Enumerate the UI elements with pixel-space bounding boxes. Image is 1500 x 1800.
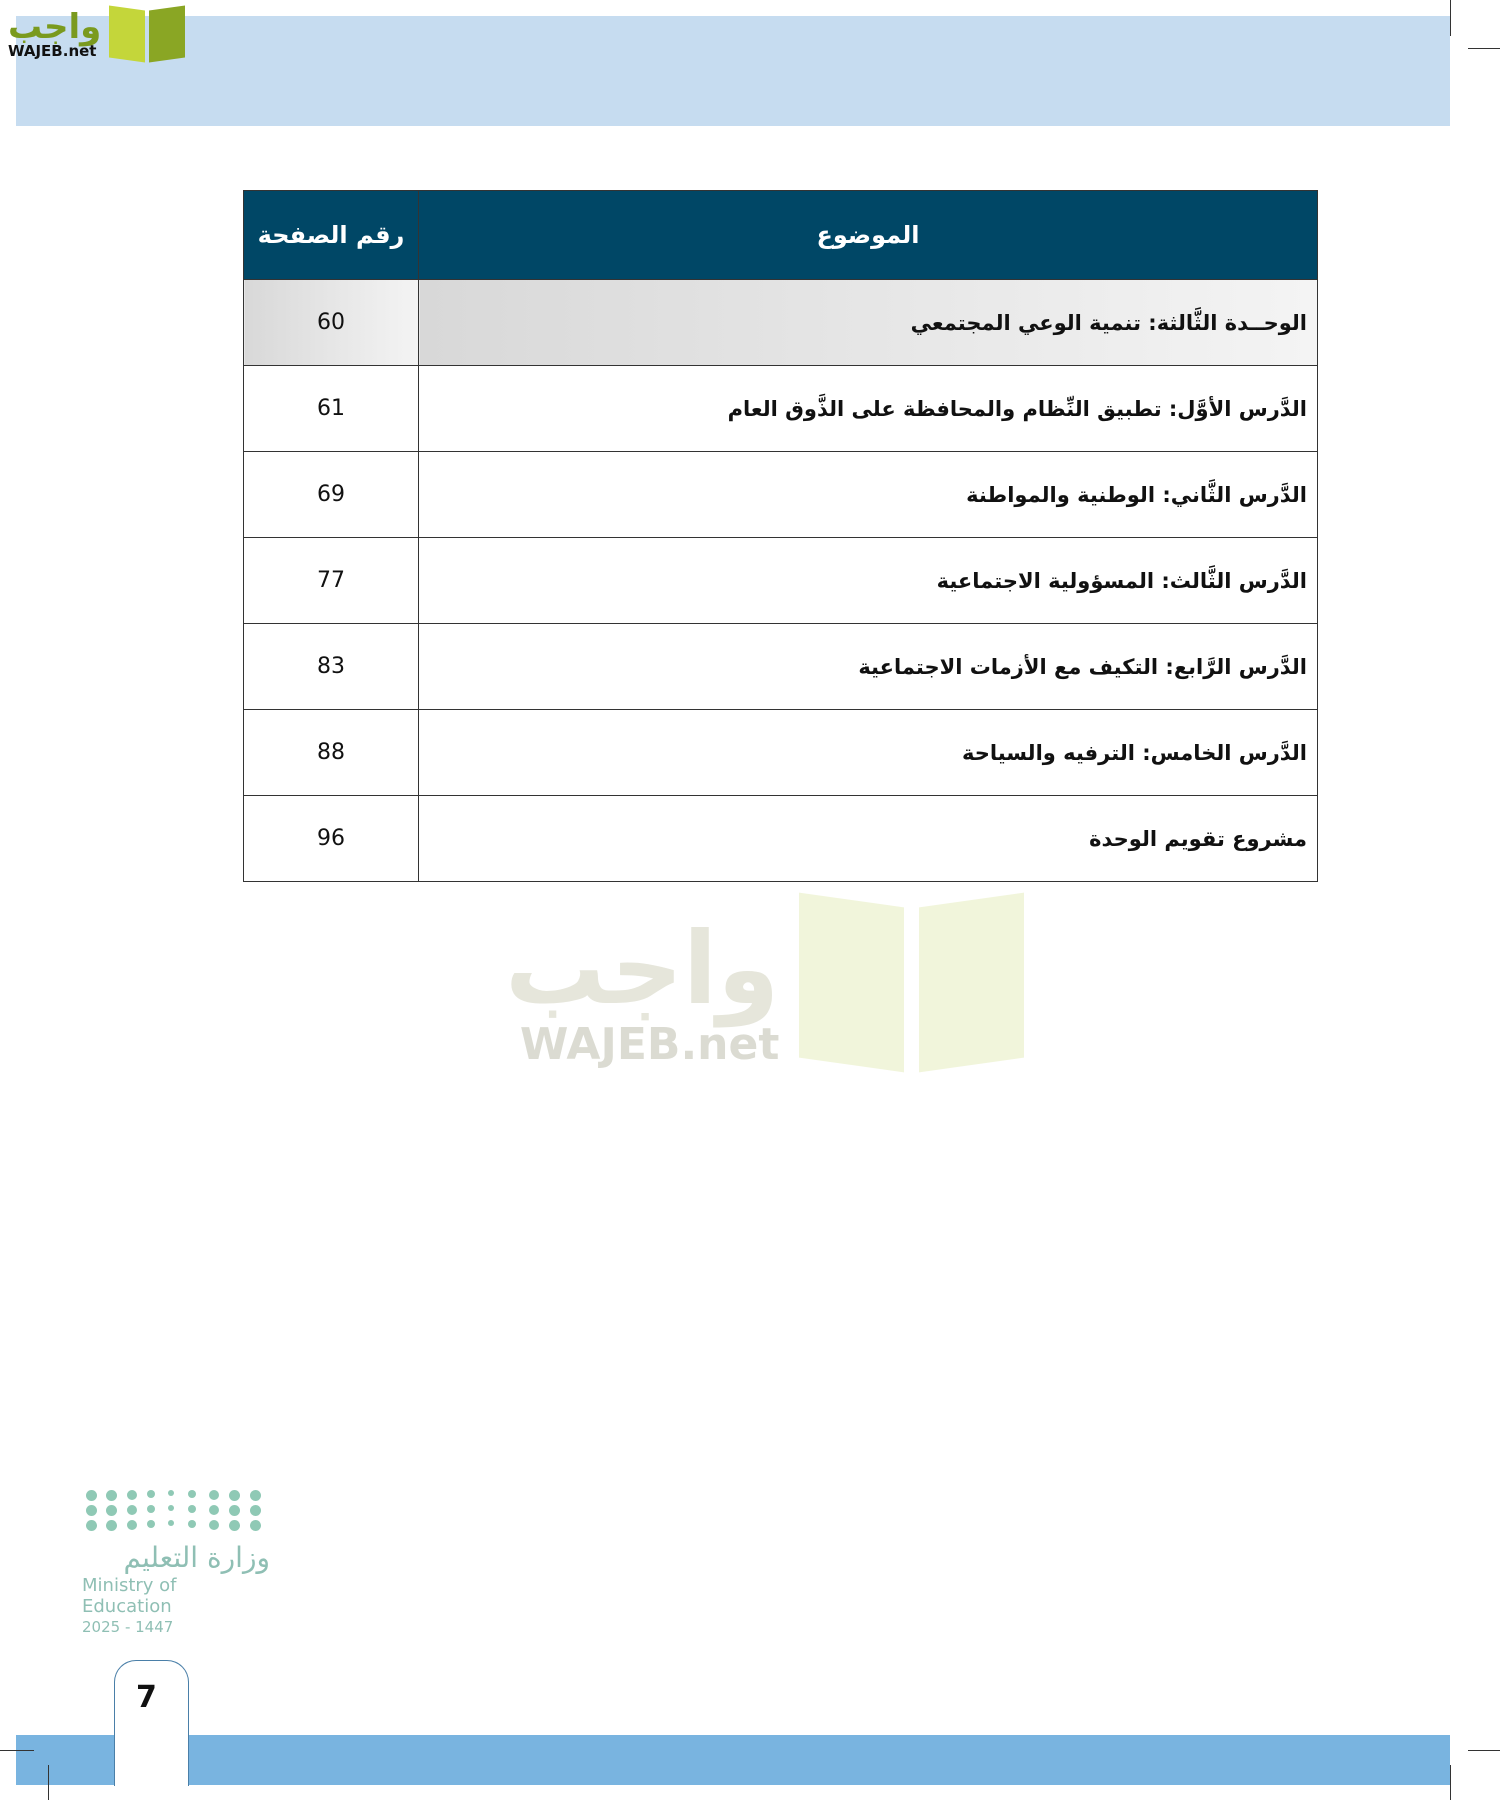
page-number: 7 <box>136 1680 157 1715</box>
dot <box>127 1520 137 1530</box>
dot <box>188 1490 196 1498</box>
crop-mark <box>0 1750 34 1751</box>
row-page: 96 <box>244 796 419 882</box>
dot <box>209 1505 219 1515</box>
ministry-english: Ministry of Education <box>82 1574 177 1618</box>
logo-english: WAJEB.net <box>8 41 97 60</box>
book-icon <box>799 900 1024 1070</box>
table-row <box>244 452 1318 538</box>
dot <box>147 1520 155 1528</box>
dot <box>147 1490 155 1498</box>
dot <box>168 1505 174 1511</box>
page-tab <box>114 1660 189 1786</box>
wajeb-watermark <box>505 900 1024 1070</box>
dot <box>250 1490 261 1501</box>
row-topic: الدَّرس الثَّالث: المسؤولية الاجتماعية <box>419 538 1318 624</box>
row-page: 83 <box>244 624 419 710</box>
header-topic: الموضوع <box>419 191 1318 280</box>
header-band <box>16 16 1450 126</box>
row-page: 61 <box>244 366 419 452</box>
dot <box>229 1505 240 1516</box>
table-row <box>244 280 1318 366</box>
ministry-logo <box>80 1490 270 1636</box>
crop-mark <box>1450 0 1451 36</box>
row-topic: الدَّرس الثَّاني: الوطنية والمواطنة <box>419 452 1318 538</box>
crop-mark <box>1468 1750 1500 1751</box>
table-row <box>244 538 1318 624</box>
dot <box>188 1520 196 1528</box>
dot <box>86 1505 97 1516</box>
dot <box>106 1505 117 1516</box>
row-topic: مشروع تقويم الوحدة <box>419 796 1318 882</box>
row-topic: الدَّرس الرَّابع: التكيف مع الأزمات الاجتماعية <box>419 624 1318 710</box>
logo-arabic: واجب <box>8 6 102 47</box>
row-topic: الدَّرس الخامس: الترفيه والسياحة <box>419 710 1318 796</box>
dot <box>127 1505 137 1515</box>
ministry-dots-icon <box>86 1490 266 1531</box>
dot <box>106 1520 117 1531</box>
table-row <box>244 796 1318 882</box>
row-topic: الوحــدة الثَّالثة: تنمية الوعي المجتمعي <box>419 280 1318 366</box>
book-icon <box>107 4 187 64</box>
dot <box>86 1520 97 1531</box>
dot <box>127 1490 137 1500</box>
row-page: 88 <box>244 710 419 796</box>
dot <box>86 1490 97 1501</box>
dot <box>250 1505 261 1516</box>
dot <box>209 1520 219 1530</box>
dot <box>209 1490 219 1500</box>
ministry-year: 2025 - 1447 <box>82 1617 174 1636</box>
row-page: 60 <box>244 280 419 366</box>
table-row <box>244 366 1318 452</box>
row-page: 69 <box>244 452 419 538</box>
crop-mark <box>48 1765 49 1800</box>
dot <box>229 1490 240 1501</box>
dot <box>168 1490 174 1496</box>
dot <box>106 1490 117 1501</box>
header-page: رقم الصفحة <box>244 191 419 280</box>
dot <box>250 1520 261 1531</box>
dot <box>229 1520 240 1531</box>
watermark-arabic: واجب <box>505 910 780 1027</box>
crop-mark <box>1450 1765 1451 1800</box>
watermark-english: WAJEB.net <box>519 1019 780 1070</box>
row-topic: الدَّرس الأوَّل: تطبيق النِّظام والمحافظة على الذَّوق العام <box>419 366 1318 452</box>
row-page: 77 <box>244 538 419 624</box>
dot <box>147 1505 155 1513</box>
footer-band <box>16 1735 1450 1785</box>
table-row <box>244 710 1318 796</box>
table-row <box>244 624 1318 710</box>
crop-mark <box>1468 48 1500 49</box>
contents-table <box>243 190 1318 882</box>
dot <box>168 1520 174 1526</box>
ministry-arabic: وزارة التعليم <box>123 1541 270 1574</box>
wajeb-logo[interactable] <box>8 4 187 64</box>
dot <box>188 1505 196 1513</box>
